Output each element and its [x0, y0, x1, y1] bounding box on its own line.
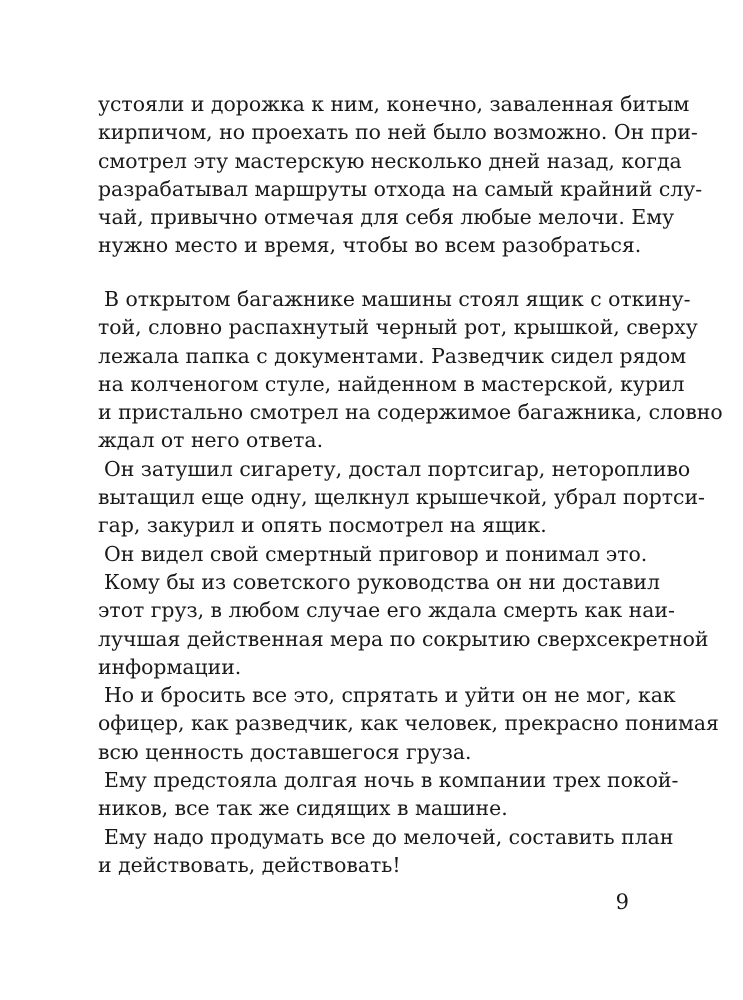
text-line: нужно место и время, чтобы во всем разобраться. [98, 233, 642, 258]
text-line: гар, закурил и опять посмотрел на ящик. [98, 513, 547, 538]
text-line: всю ценность доставшегося груза. [98, 739, 472, 764]
text-line: Кому бы из советского руководства он ни доставил [104, 569, 660, 594]
text-line: и действовать, действовать! [98, 852, 401, 877]
text-line: ждал от него ответа. [98, 428, 324, 453]
text-block-2 [98, 285, 723, 879]
text-line: той, словно распахнутый черный рот, крышкой, сверху [98, 315, 698, 340]
text-line: этот груз, в любом случае его ждала смерть как наи- [98, 598, 675, 623]
page-number: 9 [615, 890, 629, 914]
text-block-1 [98, 90, 703, 260]
text-line: Он видел свой смертный приговор и понимал это. [104, 541, 648, 566]
text-line: информации. [98, 654, 242, 679]
text-line: и пристально смотрел на содержимое багажника, словно [98, 400, 723, 425]
text-line: Он затушил сигарету, достал портсигар, неторопливо [104, 456, 691, 481]
text-line: лучшая действенная мера по сокрытию сверхсекретной [98, 626, 709, 651]
text-line: вытащил еще одну, щелкнул крышечкой, убрал портси- [98, 485, 705, 510]
text-line: смотрел эту мастерскую несколько дней назад, когда [98, 148, 682, 173]
text-line: устояли и дорожка к ним, конечно, заваленная битым [98, 92, 690, 116]
text-line: кирпичом, но проехать по ней было возможно. Он при- [98, 120, 698, 145]
text-line: ников, все так же сидящих в машине. [98, 796, 508, 821]
text-line: Ему предстояла долгая ночь в компании трех покой- [104, 768, 679, 793]
text-line: Ему надо продумать все до мелочей, составить план [104, 824, 674, 849]
text-line: лежала папка с документами. Разведчик сидел рядом [98, 343, 687, 368]
text-line: офицер, как разведчик, как человек, прекрасно понимая [98, 711, 719, 736]
text-line: разрабатывал маршруты отхода на самый крайний слу- [98, 176, 703, 201]
text-line: Но и бросить все это, спрятать и уйти он не мог, как [104, 683, 676, 708]
text-line: на колченогом стуле, найденном в мастерской, курил [98, 371, 685, 396]
text-line: В открытом багажнике машины стоял ящик с откину- [104, 287, 691, 311]
text-line: чай, привычно отмечая для себя любые мелочи. Ему [98, 205, 675, 230]
